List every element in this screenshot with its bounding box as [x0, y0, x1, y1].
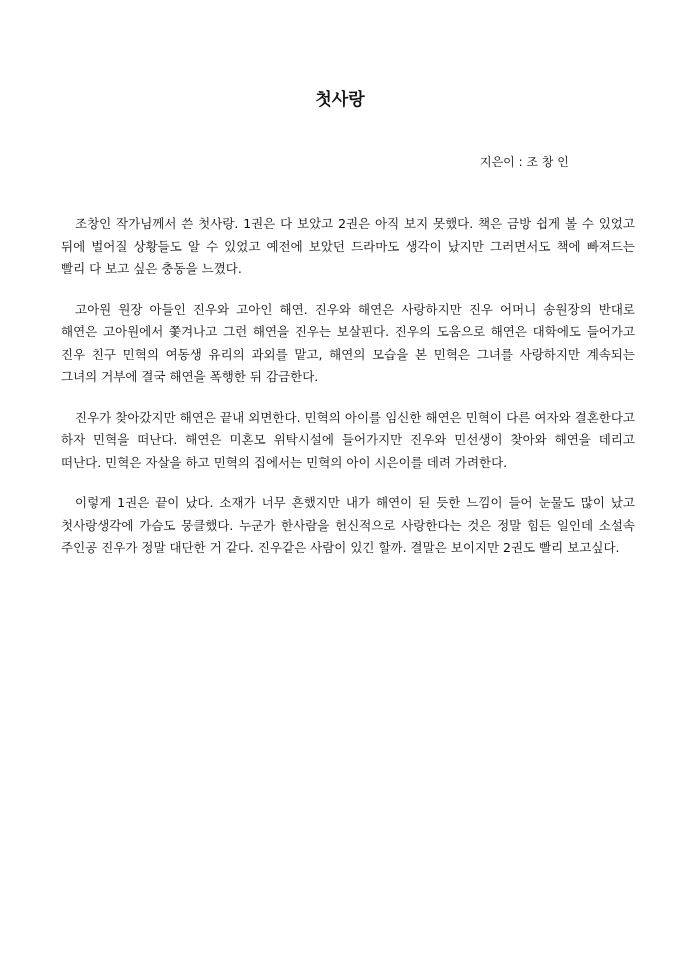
paragraph: 진우가 찾아갔지만 해연은 끝내 외면한다. 민혁의 아이를 임신한 해연은 민혁이 다른 여자와 결혼한다고 하자 민혁을 떠난다. 해연은 미혼모 위탁시설에 들어가지만 진우와 민선생이 찾아와 해연을 데리고 떠난다. 민혁은 자살을 하고 민혁의 집에서는 민혁의 아이 시은이를 데려 가려한다.	[61, 409, 635, 470]
document-title: 첫사랑	[315, 90, 365, 110]
paragraph: 조창인 작가님께서 쓴 첫사랑. 1권은 다 보았고 2권은 아직 보지 못했다. 책은 금방 쉽게 볼 수 있었고 뒤에 벌어질 상황들도 알 수 있었고 예전에 보았던 드라마도 생각이 났지만 그러면서도 책에 빠져드는 빨리 다 보고 싶은 충동을 느꼈다.	[61, 216, 635, 276]
paragraph: 고아원 원장 아들인 진우와 고아인 해연. 진우와 해연은 사랑하지만 진우 어머니 송원장의 반대로 해연은 고아원에서 쫓겨나고 그런 해연을 진우는 보살핀다. 진우의 도움으로 해연은 대학에도 들어가고 진우 친구 민혁의 여동생 유리의 과외를 맡고, 해연의 모습을 본 민혁은 그녀를 사랑하지만 계속되는 그녀의 거부에 결국 해연을 폭행한 뒤 감금한다.	[61, 301, 635, 384]
paragraph: 이렇게 1권은 끝이 났다. 소재가 너무 흔했지만 내가 해연이 된 듯한 느낌이 들어 눈물도 많이 났고 첫사랑생각에 가슴도 뭉클했다. 누군가 한사람을 헌신적으로 사랑한다는 것은 정말 힘든 일인데 소설속 주인공 진우가 정말 대단한 거 같다. 진우같은 사람이 있긴 할까. 결말은 보이지만 2권도 빨리 보고싶다.	[61, 495, 635, 555]
document-body	[61, 213, 635, 578]
author-line: 지은이 : 조 창 인	[480, 155, 569, 169]
